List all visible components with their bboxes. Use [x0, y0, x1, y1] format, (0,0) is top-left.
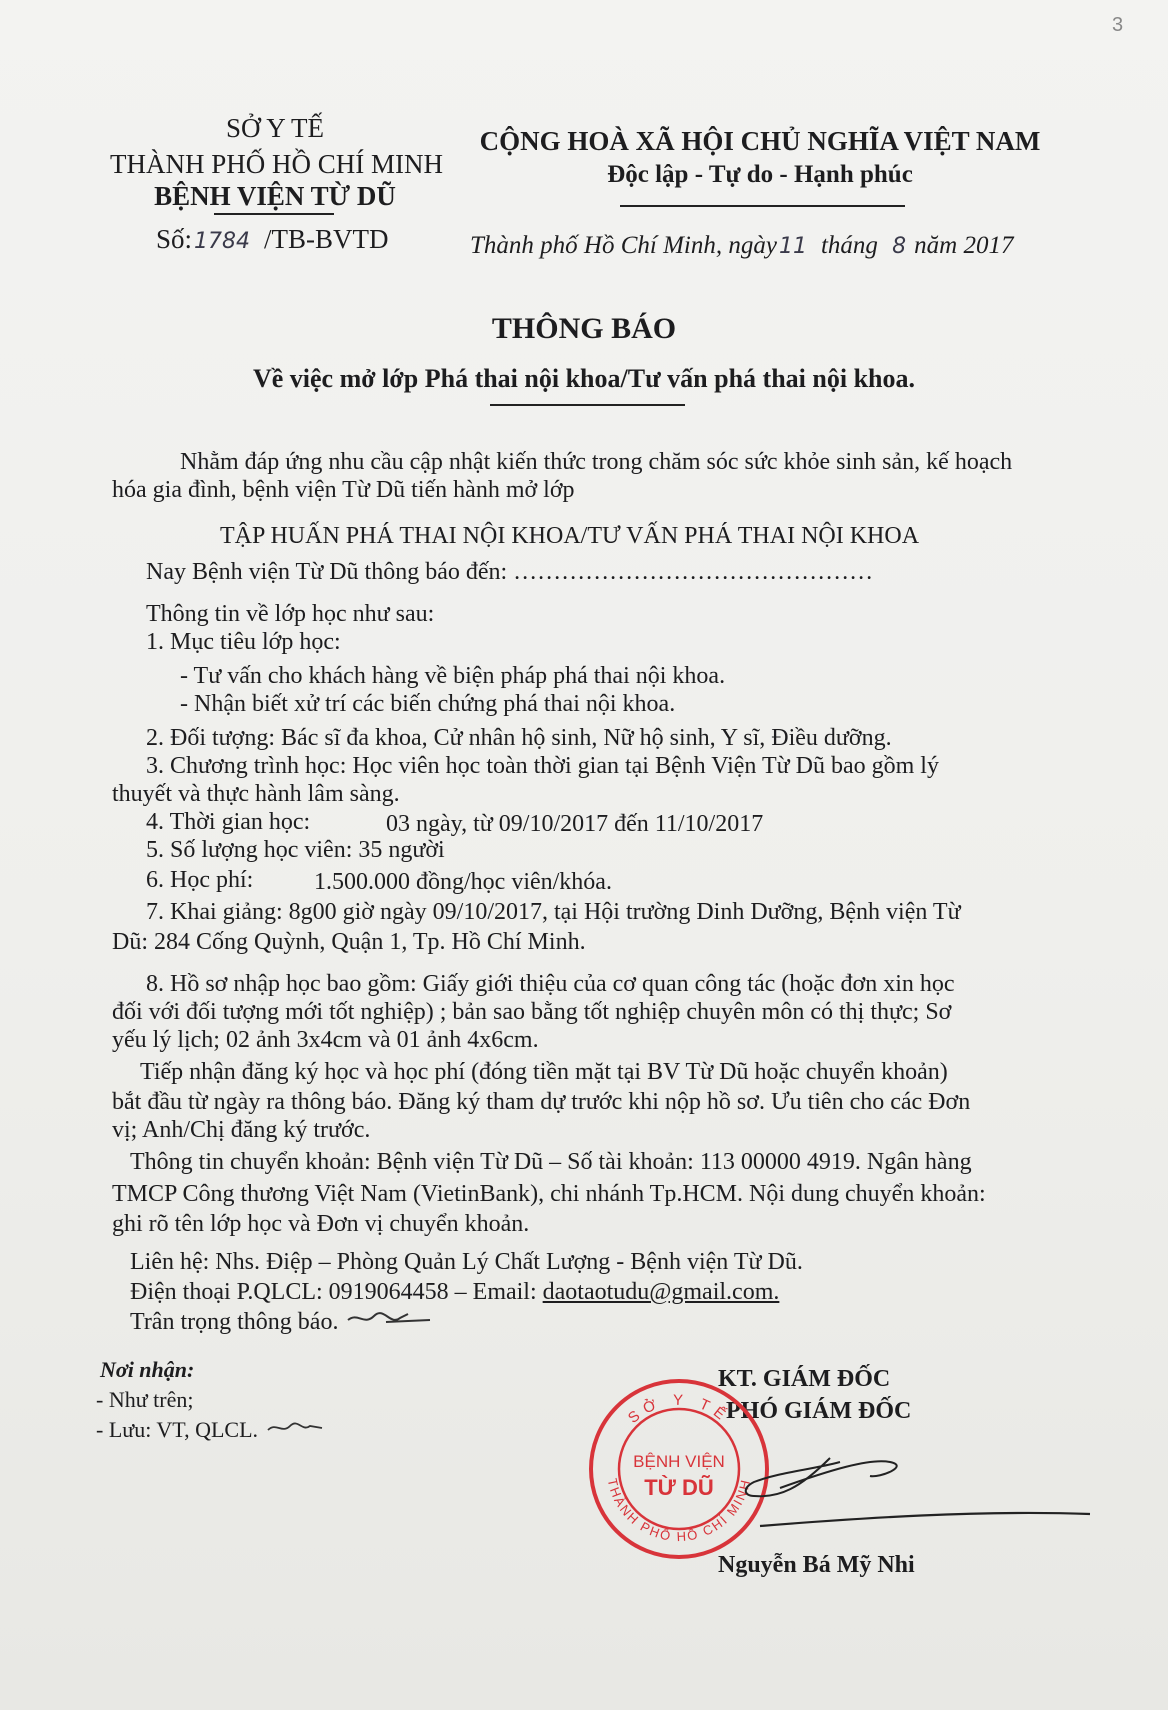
item-8b: đối với đối tượng mới tốt nghiệp) ; bản sao bằng tốt nghiệp chuyên môn có thị thực; Sơ: [112, 999, 952, 1025]
item-2: 2. Đối tượng: Bác sĩ đa khoa, Cử nhân hộ sinh, Nữ hộ sinh, Y sĩ, Điều dưỡng.: [146, 725, 892, 751]
subtitle-underline: [490, 404, 685, 406]
page-number: 3: [1112, 14, 1124, 36]
national-motto: Độc lập - Tự do - Hạnh phúc: [607, 161, 913, 188]
signatory-title-1: KT. GIÁM ĐỐC: [718, 1366, 891, 1392]
item-1a: - Tư vấn cho khách hàng về biện pháp phá thai nội khoa.: [180, 663, 726, 689]
item-4-value: 03 ngày, từ 09/10/2017 đến 11/10/2017: [386, 811, 764, 837]
stamp-outer-top: SỞ Y TẾ: [624, 1391, 734, 1427]
registration-1: Tiếp nhận đăng ký học và học phí (đóng tiền mặt tại BV Từ Dũ hoặc chuyển khoản): [140, 1059, 948, 1085]
contact-line: Liên hệ: Nhs. Điệp – Phòng Quản Lý Chất Lượng - Bệnh viện Từ Dũ.: [130, 1249, 803, 1275]
closing-line: Trân trọng thông báo.: [130, 1309, 339, 1335]
info-heading: Thông tin về lớp học như sau:: [146, 601, 435, 627]
doc-no-handwritten: 1784: [194, 229, 251, 254]
item-8c: yếu lý lịch; 02 ảnh 3x4cm và 01 ảnh 4x6cm.: [112, 1027, 539, 1053]
doc-no-suffix: /TB-BVTD: [264, 224, 389, 254]
recipient-2: - Lưu: VT, QLCL.: [96, 1417, 259, 1442]
ministry-name: SỞ Y TẾ: [225, 113, 324, 143]
item-6-value: 1.500.000 đồng/học viên/khóa.: [314, 869, 612, 895]
date-day: 11: [778, 234, 807, 259]
bank-info-3: ghi rõ tên lớp học và Đơn vị chuyển khoản.: [112, 1211, 530, 1237]
item-8a: 8. Hồ sơ nhập học bao gồm: Giấy giới thiệu của cơ quan công tác (hoặc đơn xin học: [146, 971, 955, 997]
notify-line: Nay Bệnh viện Từ Dũ thông báo đến: ………………………………………: [146, 559, 874, 585]
item-1b: - Nhận biết xử trí các biến chứng phá thai nội khoa.: [180, 691, 676, 717]
phone-email-line: [130, 1278, 779, 1306]
stamp-outer-bottom: THÀNH PHỐ HỒ CHÍ MINH: [604, 1476, 754, 1545]
phone-text: Điện thoại P.QLCL: 0919064458 – Email:: [130, 1279, 543, 1305]
document-subtitle: Về việc mở lớp Phá thai nội khoa/Tư vấn phá thai nội khoa.: [252, 364, 916, 393]
month-label: tháng: [820, 232, 878, 259]
hospital-name: BỆNH VIỆN TỪ DŨ: [154, 181, 396, 211]
item-7b: Dũ: 284 Cống Quỳnh, Quận 1, Tp. Hồ Chí Minh.: [112, 929, 586, 955]
bank-info-2: TMCP Công thương Việt Nam (VietinBank), chi nhánh Tp.HCM. Nội dung chuyển khoản:: [112, 1181, 986, 1207]
course-name: TẬP HUẤN PHÁ THAI NỘI KHOA/TƯ VẤN PHÁ THAI NỘI KHOA: [220, 523, 920, 549]
intro-line-1: Nhằm đáp ứng nhu cầu cập nhật kiến thức trong chăm sóc sức khỏe sinh sản, kế hoạch: [180, 449, 1013, 475]
motto-underline: [620, 205, 905, 207]
item-5: 5. Số lượng học viên: 35 người: [146, 837, 445, 863]
document-number: [156, 224, 389, 255]
intro-line-2: hóa gia đình, bệnh viện Từ Dũ tiến hành mở lớp: [112, 477, 575, 503]
document-title: THÔNG BÁO: [491, 312, 677, 345]
initial-scribble: [346, 1304, 436, 1330]
year-label: năm 2017: [914, 232, 1014, 259]
hospital-underline: [214, 213, 334, 215]
stamp-inner-1: BỆNH VIỆN: [633, 1452, 725, 1471]
doc-no-prefix: Số:: [156, 224, 193, 254]
country-name: CỘNG HOÀ XÃ HỘI CHỦ NGHĨA VIỆT NAM: [479, 126, 1041, 156]
city-name: THÀNH PHỐ HỒ CHÍ MINH: [110, 149, 443, 179]
item-4-label: 4. Thời gian học:: [146, 809, 311, 835]
recipient-1: - Như trên;: [96, 1387, 194, 1412]
registration-2: bắt đầu từ ngày ra thông báo. Đăng ký tham dự trước khi nộp hồ sơ. Ưu tiên cho các Đơn: [112, 1089, 971, 1115]
bank-info-1: Thông tin chuyển khoản: Bệnh viện Từ Dũ – Số tài khoản: 113 00000 4919. Ngân hàng: [130, 1149, 972, 1175]
stamp-inner-2: TỪ DŨ: [644, 1475, 714, 1500]
recipients-heading: Nơi nhận:: [100, 1357, 195, 1382]
item-6-label: 6. Học phí:: [146, 867, 254, 893]
item-3b: thuyết và thực hành lâm sàng.: [112, 781, 400, 807]
item-1: 1. Mục tiêu lớp học:: [146, 629, 341, 655]
registration-3: vị; Anh/Chị đăng ký trước.: [112, 1117, 371, 1143]
item-3a: 3. Chương trình học: Học viên học toàn thời gian tại Bệnh Viện Từ Dũ bao gồm lý: [146, 753, 939, 779]
archive-scribble: [266, 1416, 326, 1438]
item-7a: 7. Khai giảng: 8g00 giờ ngày 09/10/2017, tại Hội trường Dinh Dưỡng, Bệnh viện Từ: [146, 899, 961, 925]
signatory-title-2: PHÓ GIÁM ĐỐC: [726, 1398, 912, 1424]
issue-date: [470, 232, 1013, 260]
email-link[interactable]: daotaotudu@gmail.com.: [542, 1279, 780, 1305]
date-month: 8: [892, 234, 907, 259]
date-prefix: Thành phố Hồ Chí Minh, ngày: [470, 232, 777, 259]
signatory-name: Nguyễn Bá Mỹ Nhi: [718, 1552, 915, 1578]
handwritten-signature: [740, 1418, 1100, 1538]
